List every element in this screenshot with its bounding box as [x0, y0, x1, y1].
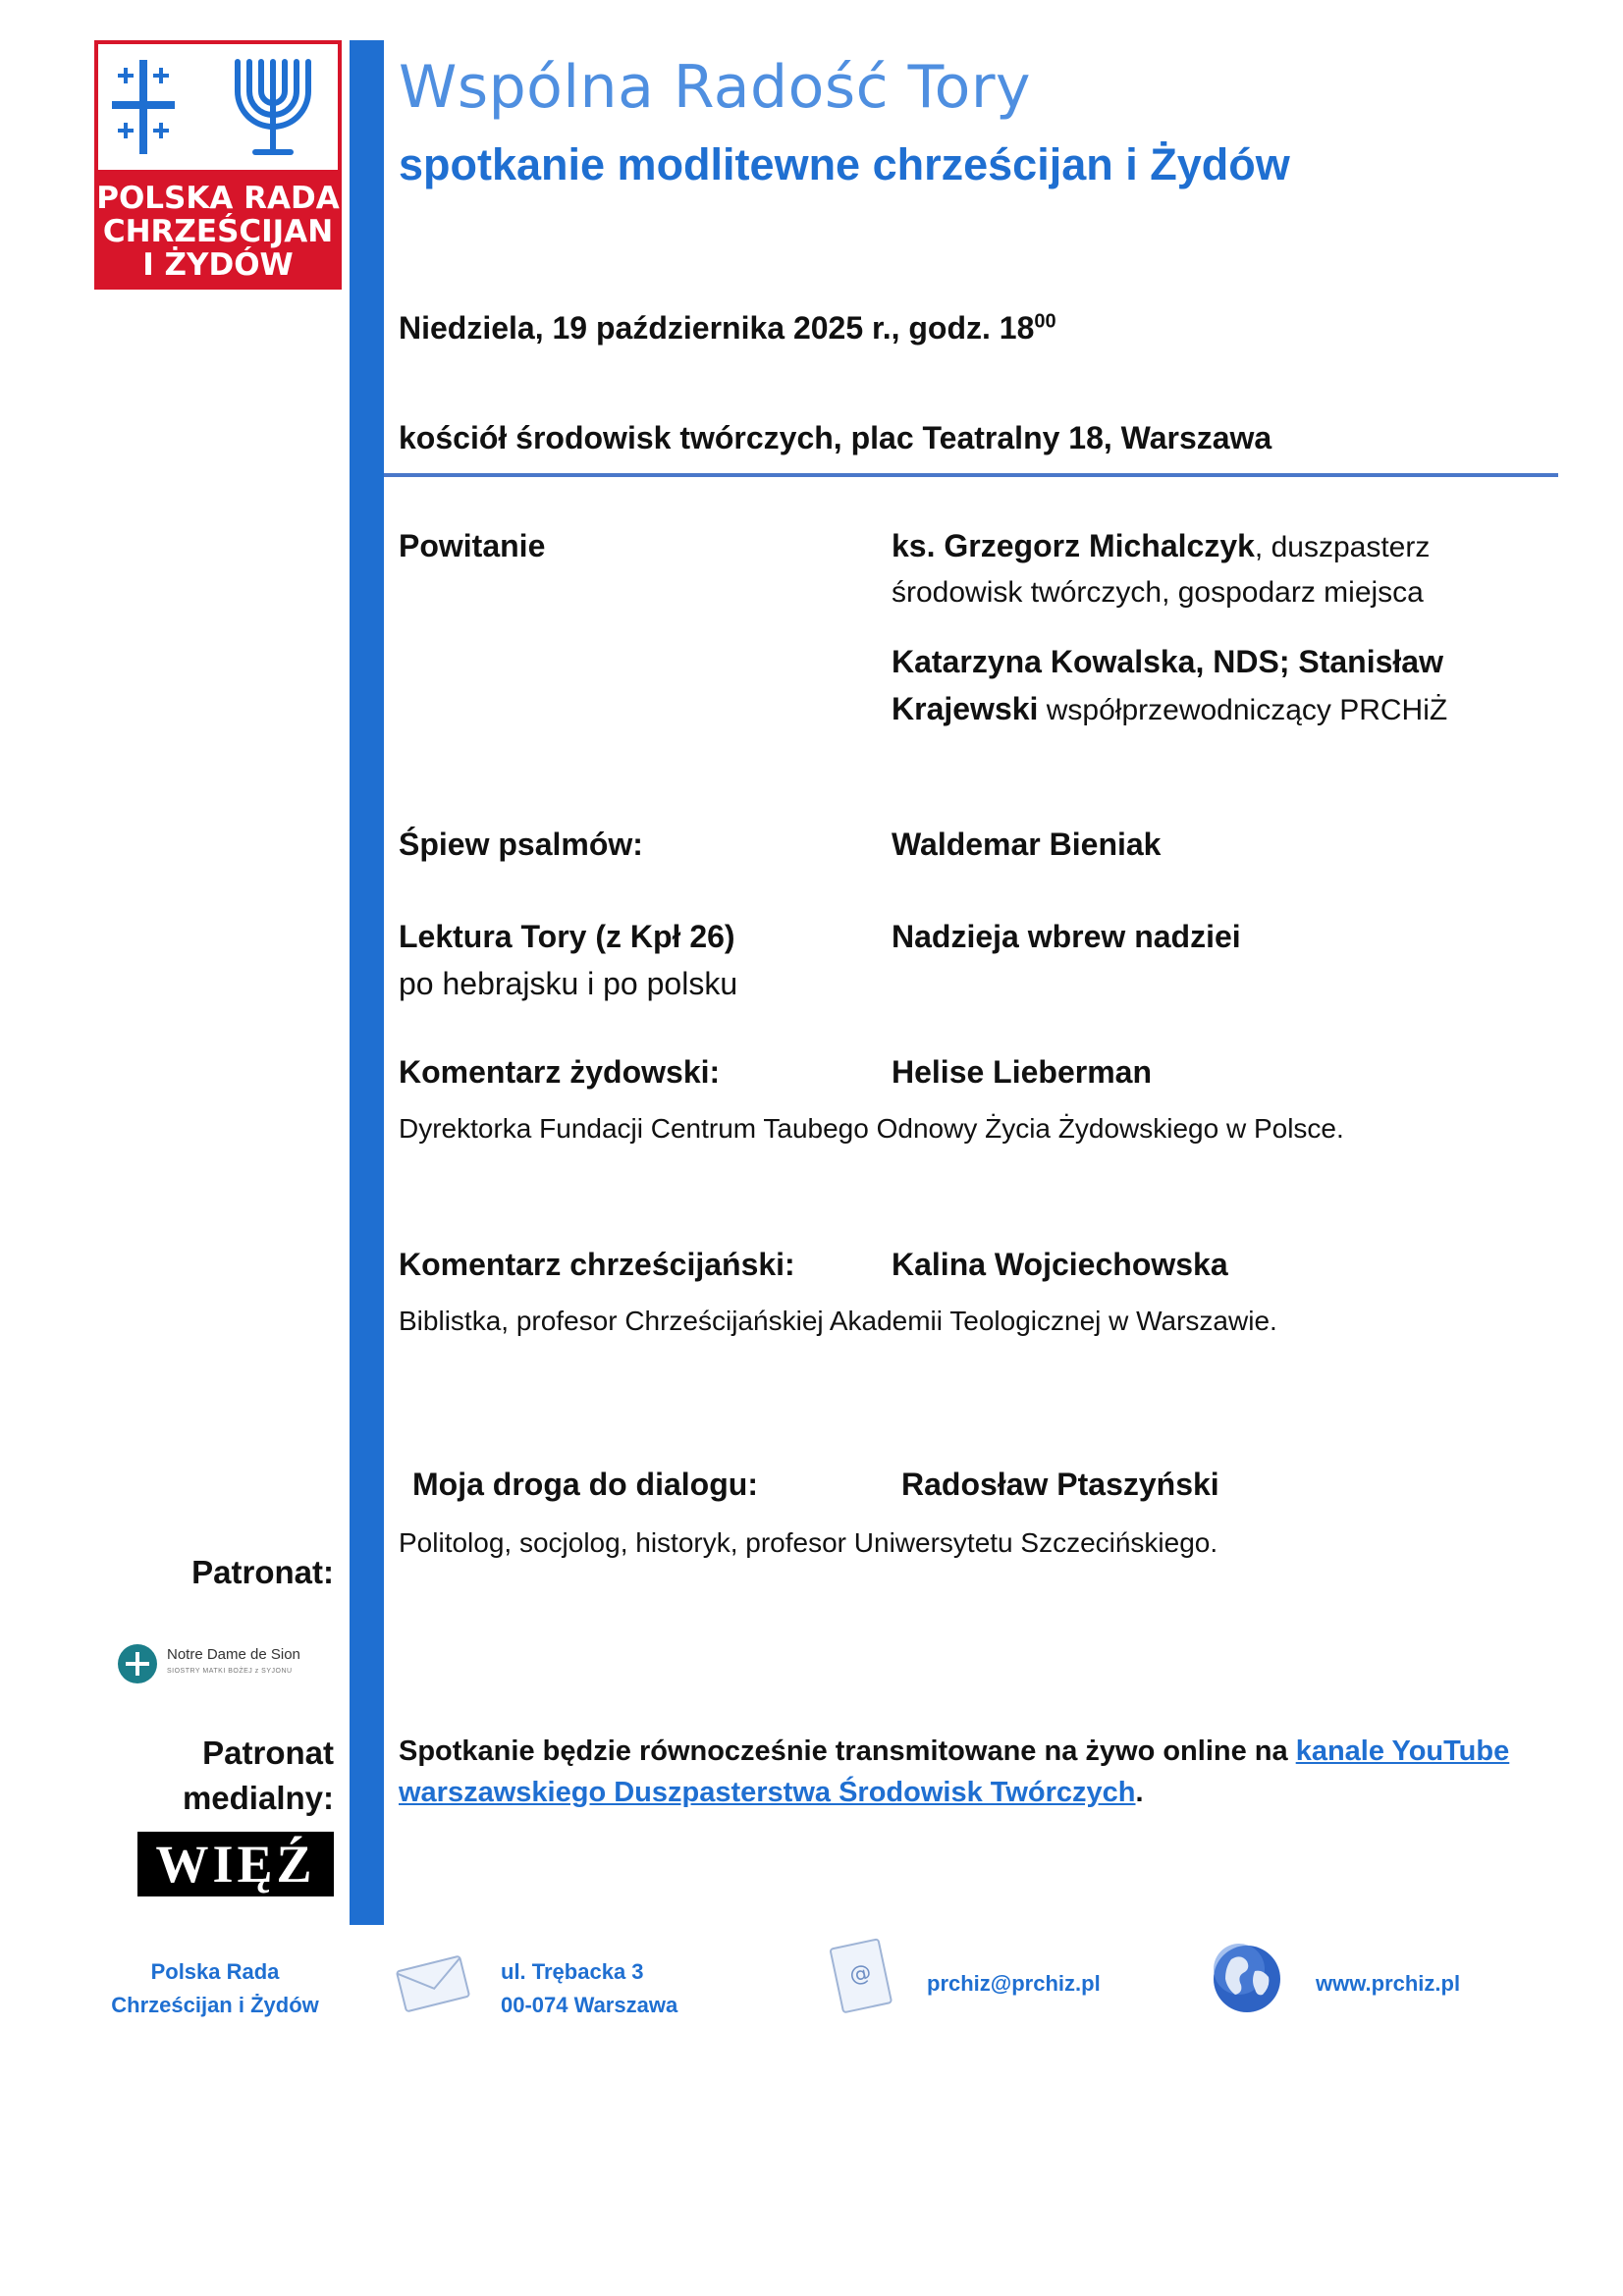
media-patronage-label-2: medialny:: [182, 1780, 334, 1816]
christian-commentary-person: Kalina Wojciechowska: [892, 1247, 1228, 1282]
logo-text-line3: I ŻYDÓW: [142, 247, 294, 283]
vertical-accent-bar: [350, 40, 384, 1925]
header-divider: [384, 473, 1558, 477]
welcome-p2-surname: Krajewski: [892, 691, 1039, 726]
jewish-commentary-person: Helise Lieberman: [892, 1054, 1152, 1090]
welcome-p1-name: ks. Grzegorz Michalczyk: [892, 528, 1255, 563]
jewish-commentary-label: Komentarz żydowski:: [399, 1054, 721, 1090]
logo-symbols: [98, 44, 338, 170]
wiez-logo: WIĘŹ: [137, 1832, 334, 1896]
stream-info-line1: [399, 1734, 1509, 1771]
christian-commentary-label: Komentarz chrześcijański:: [399, 1247, 795, 1282]
logo-text-line2: CHRZEŚCIJAN: [102, 214, 334, 249]
media-patronage-label-1: Patronat: [202, 1735, 334, 1771]
footer-org-line2: Chrześcijan i Żydów: [111, 1993, 319, 2018]
dialogue-person: Radosław Ptaszyński: [901, 1467, 1219, 1502]
event-time-sup: 00: [1034, 310, 1056, 333]
cross-circle-icon: [118, 1644, 157, 1683]
footer-address: [501, 1955, 677, 2022]
cross-menorah-icon: [98, 44, 338, 170]
welcome-p1-role-cont: środowisk twórczych, gospodarz miejsca: [892, 576, 1424, 609]
welcome-person-2-cont: [892, 689, 1447, 730]
dialogue-label: Moja droga do dialogu:: [412, 1467, 758, 1502]
torah-label: Lektura Tory (z Kpł 26): [399, 919, 735, 954]
email-document-icon: [821, 1936, 899, 2018]
stream-info-line2: [399, 1775, 1144, 1812]
welcome-p2-name: Katarzyna Kowalska, NDS; Stanisław: [892, 644, 1443, 679]
jewish-commentary-desc: Dyrektorka Fundacji Centrum Taubego Odnowy Życia Żydowskiego w Polsce.: [399, 1113, 1344, 1144]
svg-text:@: @: [847, 1959, 874, 1989]
stream-end: .: [1135, 1777, 1144, 1808]
welcome-p2-role: współprzewodniczący PRCHiŻ: [1038, 694, 1448, 726]
page-subtitle: spotkanie modlitewne chrześcijan i Żydów: [399, 139, 1290, 189]
youtube-link-part2[interactable]: warszawskiego Duszpasterstwa Środowisk Twórczych: [399, 1777, 1136, 1808]
welcome-p1-role: , duszpasterz: [1254, 531, 1431, 563]
notre-dame-de-sion-logo: [118, 1642, 314, 1685]
nds-name: Notre Dame de Sion: [167, 1646, 300, 1663]
prchiz-logo: [94, 40, 342, 290]
footer-org: [106, 1955, 324, 2022]
footer-website[interactable]: www.prchiz.pl: [1316, 1971, 1461, 1996]
event-date-text: Niedziela, 19 października 2025 r., godz. 18: [399, 310, 1035, 346]
dialogue-desc: Politolog, socjolog, historyk, profesor Uniwersytetu Szczecińskiego.: [399, 1527, 1218, 1558]
welcome-label: Powitanie: [399, 528, 546, 563]
nds-subtitle: SIOSTRY MATKI BOŻEJ z SYJONU: [167, 1668, 293, 1675]
welcome-person-1: [892, 526, 1430, 567]
torah-theme: Nadzieja wbrew nadziei: [892, 919, 1241, 954]
event-date: [399, 308, 1056, 349]
psalms-person: Waldemar Bieniak: [892, 827, 1162, 862]
globe-icon: [1210, 1942, 1284, 2016]
stream-text: Spotkanie będzie równocześnie transmitowane na żywo online na: [399, 1735, 1296, 1767]
patronat-label: Patronat:: [191, 1554, 334, 1590]
footer-address-line2: 00-074 Warszawa: [501, 1993, 678, 2018]
footer-email[interactable]: prchiz@prchiz.pl: [927, 1971, 1101, 1996]
envelope-icon: [393, 1949, 473, 2018]
youtube-link-part1[interactable]: kanale YouTube: [1295, 1735, 1510, 1767]
torah-sub: po hebrajsku i po polsku: [399, 966, 738, 1001]
footer-org-line1: Polska Rada: [150, 1959, 280, 1984]
psalms-label: Śpiew psalmów:: [399, 827, 643, 862]
footer-address-line1: ul. Trębacka 3: [501, 1959, 644, 1984]
christian-commentary-desc: Biblistka, profesor Chrześcijańskiej Akademii Teologicznej w Warszawie.: [399, 1306, 1277, 1336]
event-place: kościół środowisk twórczych, plac Teatralny 18, Warszawa: [399, 420, 1272, 455]
page-title: Wspólna Radość Tory: [399, 53, 1032, 122]
logo-text-line1: POLSKA RADA: [96, 181, 340, 216]
